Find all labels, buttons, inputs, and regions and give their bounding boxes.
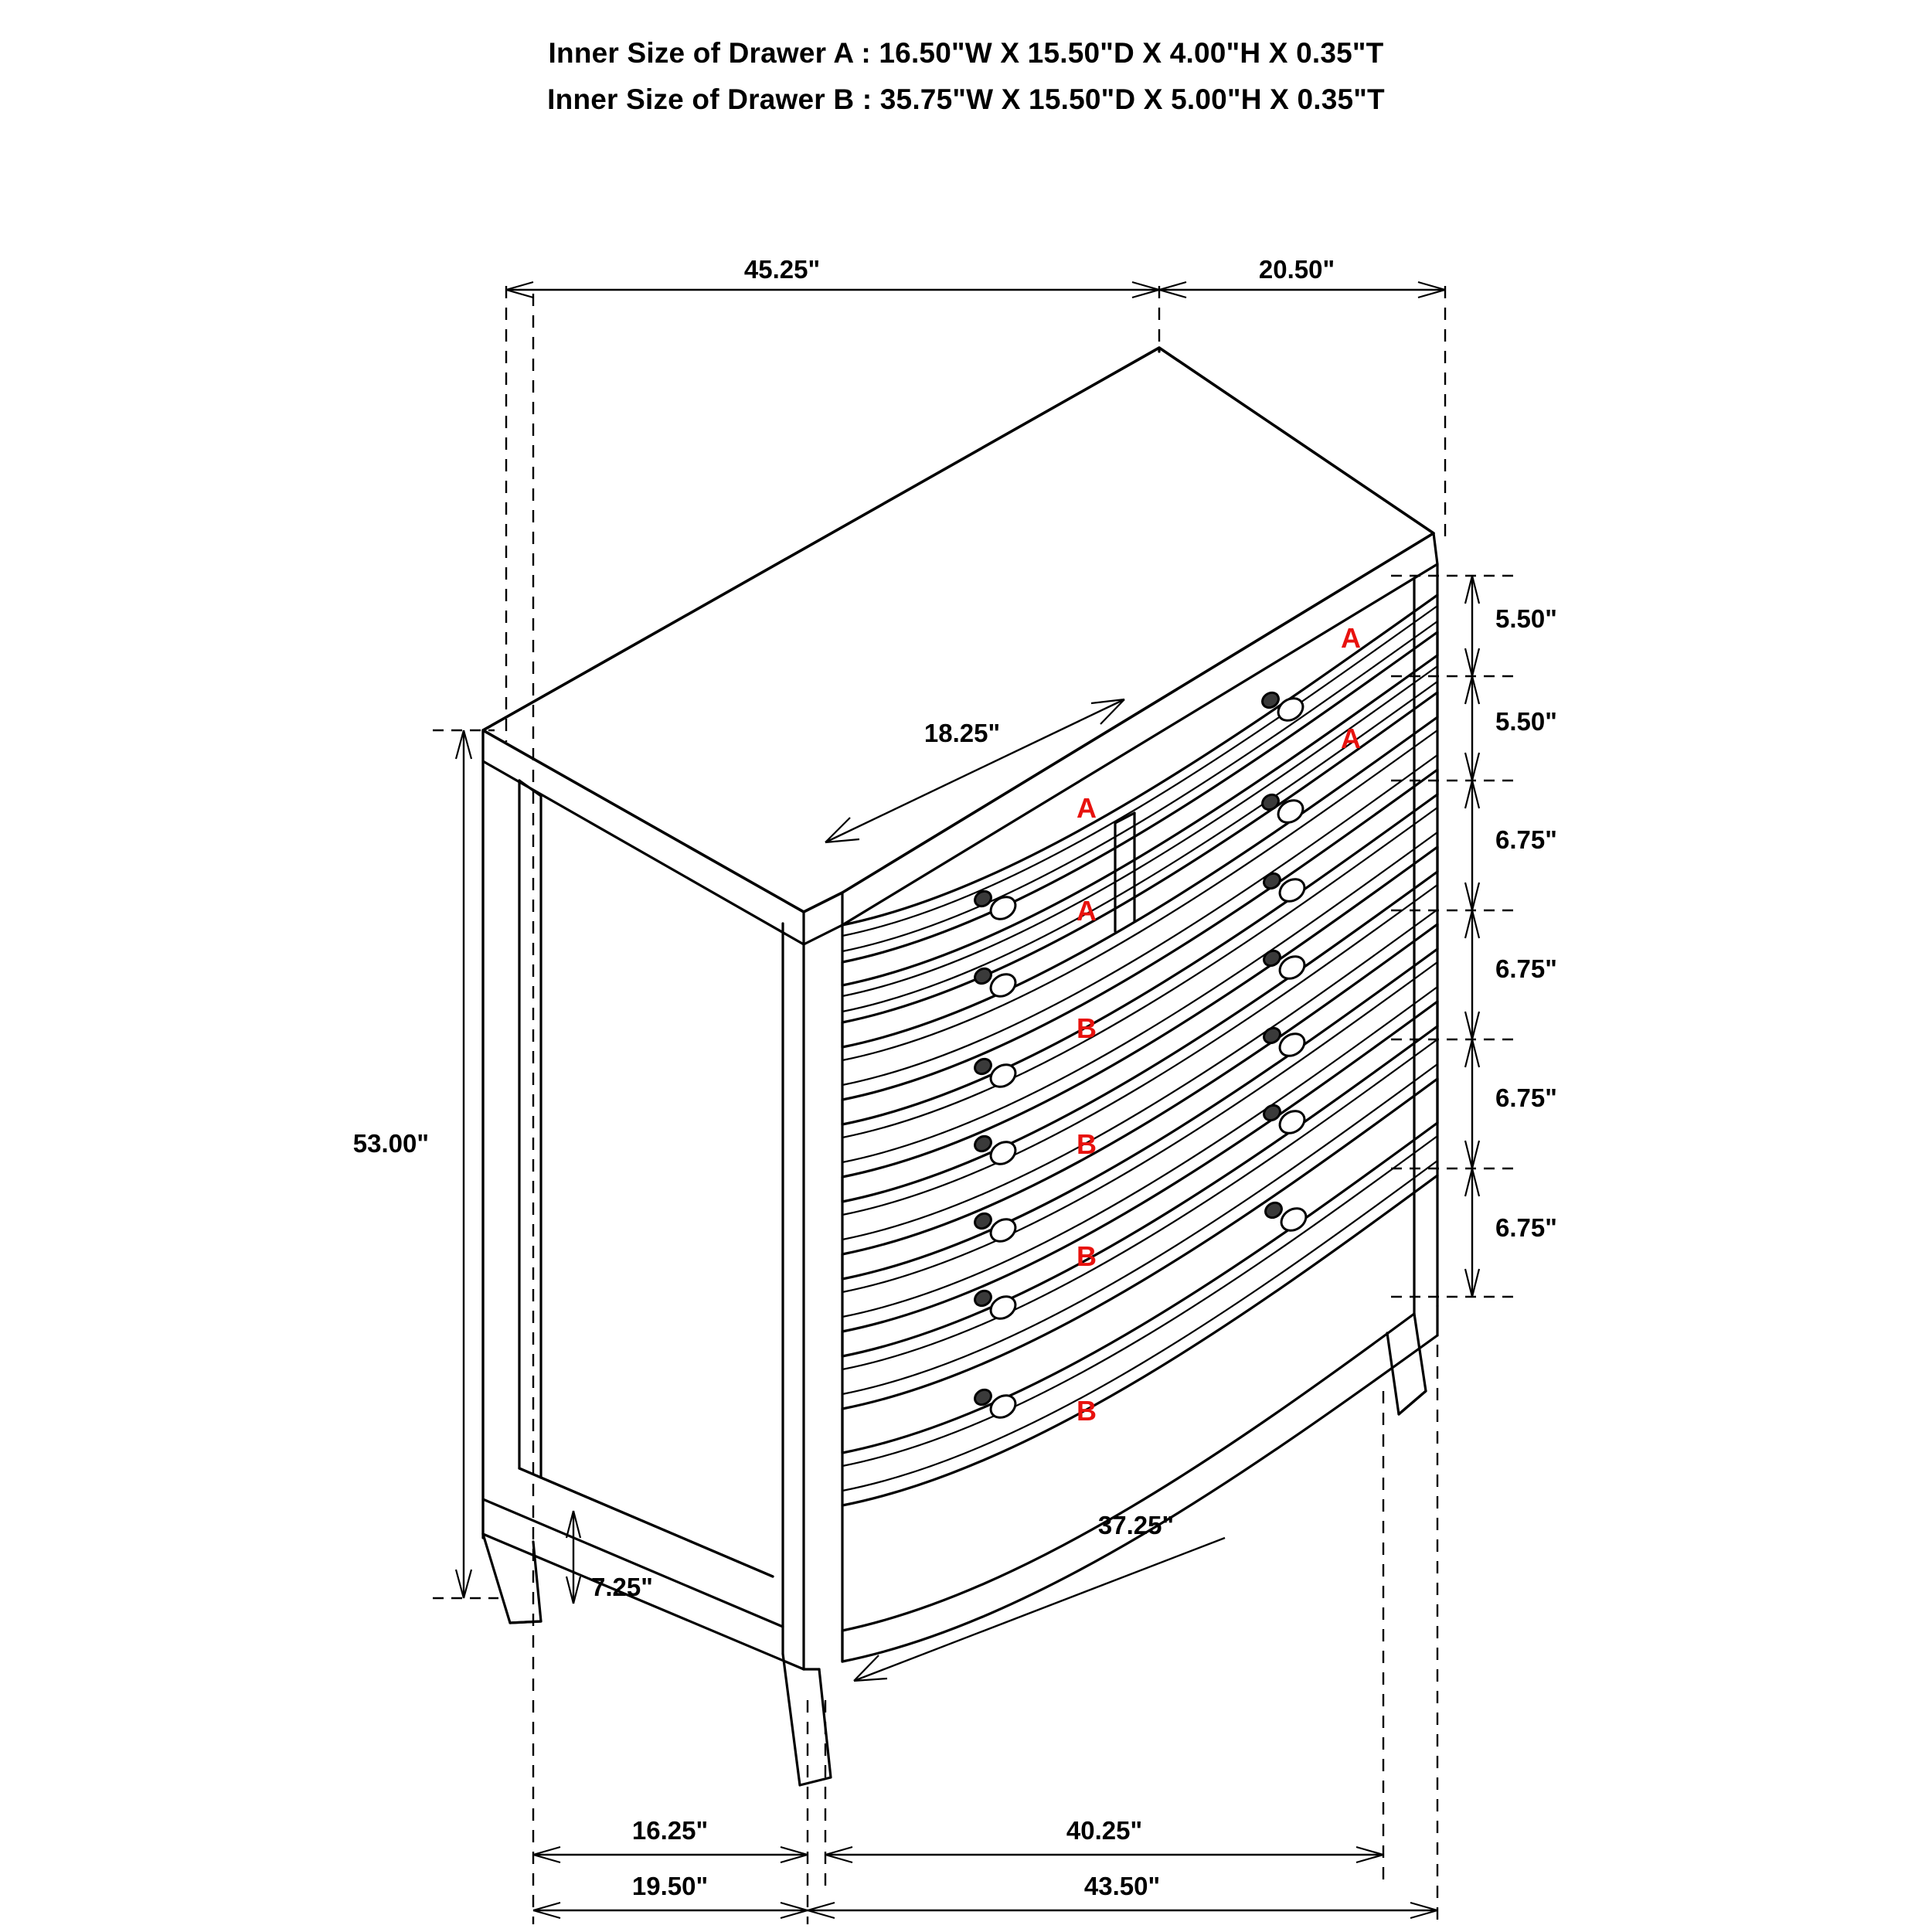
dim-base-left-1: 16.25" [631,1816,709,1845]
dim-right-2: 5.50" [1495,707,1557,736]
drawer-label-b-2: B [1077,1128,1097,1160]
drawer-label-b-3: B [1077,1240,1097,1272]
dim-front-width: 37.25" [1097,1511,1175,1539]
drawer-label-a-second-left: A [1077,895,1097,927]
drawer-label-b-4: B [1077,1395,1097,1427]
dimension-lines [433,282,1515,1924]
dim-base-right-1: 40.25" [1066,1816,1143,1845]
dim-right-1: 5.50" [1495,604,1557,633]
drawer-label-a-top-left: A [1077,792,1097,824]
dim-base-right-2: 43.50" [1083,1872,1161,1900]
dim-top-width-left: 45.25" [743,255,821,284]
drawer-knobs [972,689,1310,1422]
dim-right-5: 6.75" [1495,1083,1557,1112]
dim-right-3: 6.75" [1495,825,1557,854]
header-line-drawer-a: Inner Size of Drawer A : 16.50"W X 15.50"D X 4.00"H X 0.35"T [548,37,1384,69]
drawer-label-b-1: B [1077,1012,1097,1044]
drawer-label-a-top-right: A [1341,622,1361,654]
dim-top-width-right: 20.50" [1258,255,1335,284]
header-line-drawer-b: Inner Size of Drawer B : 35.75"W X 15.50"D X 5.00"H X 0.35"T [547,83,1385,115]
dim-right-4: 6.75" [1495,954,1557,983]
drawer-label-a-second-right: A [1341,723,1361,754]
dim-base-left-2: 19.50" [631,1872,709,1900]
dim-right-6: 6.75" [1495,1213,1557,1242]
dim-leg-height: 7.25" [591,1573,653,1601]
dim-top-inner-depth: 18.25" [923,719,1001,747]
dim-overall-height: 53.00" [352,1129,429,1158]
